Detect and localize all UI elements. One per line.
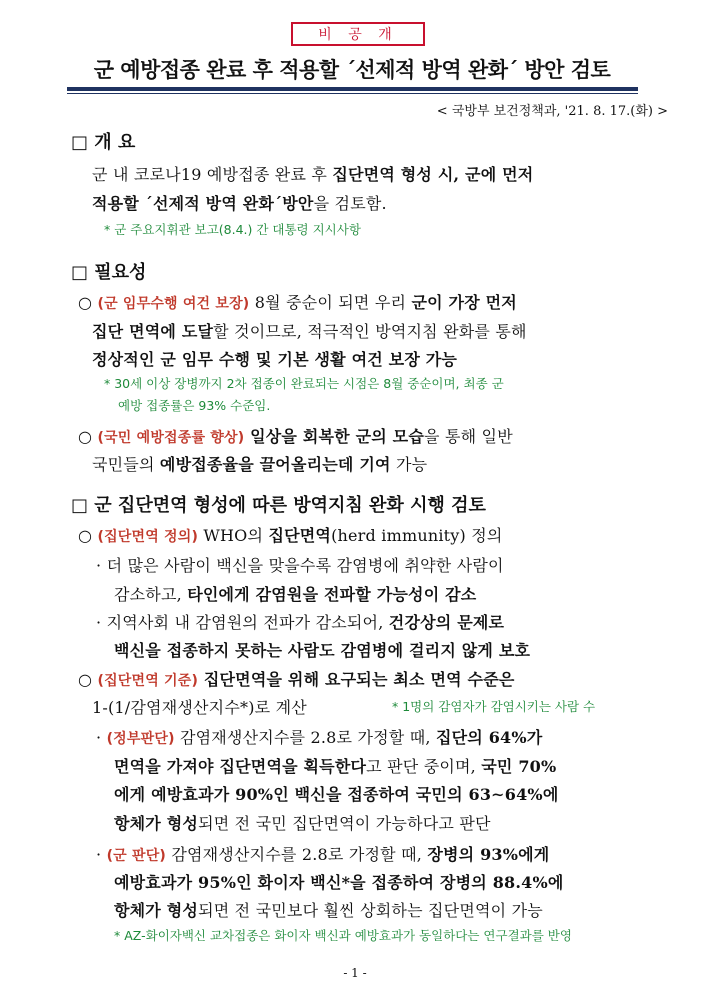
- text-bold: 장병의 93%에게: [427, 845, 550, 864]
- bracket-label: (정부판단): [106, 731, 175, 747]
- text: 군 내 코로나19 예방접종 완료 후: [92, 165, 333, 184]
- text-bold: 항체가 형성: [114, 901, 199, 920]
- text-bold: 집단면역 형성 시, 군에 먼저: [332, 165, 534, 184]
- herd-standard-line-2: 1-(1/감염재생산지수*)로 계산: [92, 698, 307, 717]
- government-judgment-line-4: [114, 811, 491, 834]
- necessity-item-2-line-1: [78, 424, 513, 447]
- text-bold: 집단면역을 위해 요구되는 최소 면역 수준은: [198, 670, 515, 689]
- department-date: < 국방부 보건정책과, '21. 8. 17.(화) >: [436, 104, 668, 119]
- text-bold: 집단의 64%가: [435, 728, 543, 747]
- text-bold: 집단 면역에 도달: [92, 322, 214, 341]
- circle-bullet: ○: [78, 526, 93, 545]
- military-judgment-line-3: [114, 898, 543, 921]
- text: 감염재생산지수를 2.8로 가정할 때,: [166, 845, 428, 864]
- overview-line-1: [92, 162, 533, 185]
- text-bold: 군이 가장 먼저: [411, 293, 517, 312]
- dot-bullet: ·: [96, 845, 107, 864]
- bracket-label: (집단면역 기준): [97, 673, 199, 689]
- text: WHO의: [198, 526, 269, 545]
- military-judgment-note: * AZ-화이자백신 교차접종은 화이자 백신과 예방효과가 동일하다는 연구결과를 반영: [114, 928, 572, 943]
- government-judgment-line-3: 에게 예방효과가 90%인 백신을 접종하여 국민의 63∼64%에: [114, 785, 559, 804]
- text-bold: 예방접종율을 끌어올리는데 기여: [159, 455, 391, 474]
- text: 되면 전 국민보다 훨씬 상회하는 집단면역이 가능: [198, 901, 543, 920]
- text-bold: 항체가 형성: [114, 814, 199, 833]
- bracket-label: (군 임무수행 여건 보장): [97, 296, 250, 312]
- government-judgment-line-1: [96, 725, 542, 748]
- circle-bullet: ○: [78, 293, 93, 312]
- text: · 지역사회 내 감염원의 전파가 감소되어,: [96, 613, 389, 632]
- dot-bullet: ·: [96, 728, 107, 747]
- confidential-stamp: 비 공 개: [291, 22, 425, 46]
- herd-standard-line-1: [78, 667, 515, 690]
- text: 을 검토함.: [313, 194, 387, 213]
- text: 감염재생산지수를 2.8로 가정할 때,: [174, 728, 436, 747]
- bracket-label: (집단면역 정의): [97, 529, 199, 545]
- text-bold: 타인에게 감염원을 전파할 가능성이 감소: [187, 585, 477, 604]
- text-bold: 국민 70%: [481, 757, 557, 776]
- military-judgment-line-2: 예방효과가 95%인 화이자 백신*을 접종하여 장병의 88.4%에: [114, 873, 564, 892]
- herd-definition-line: [78, 523, 503, 546]
- text: 할 것이므로, 적극적인 방역지침 완화를 통해: [213, 322, 527, 341]
- necessity-item-1-line-1: [78, 290, 517, 313]
- herd-standard-note: * 1명의 감염자가 감염시키는 사람 수: [392, 699, 596, 714]
- text-bold: 일상을 회복한 군의 모습: [244, 427, 424, 446]
- necessity-item-1-line-2: [92, 319, 527, 342]
- text-bold: 건강상의 문제로: [388, 613, 505, 632]
- necessity-note-line-1: * 30세 이상 장병까지 2차 접종이 완료되는 시점은 8월 중순이며, 최종 군: [104, 376, 504, 391]
- military-judgment-line-1: [96, 842, 549, 865]
- text: 을 통해 일반: [424, 427, 513, 446]
- government-judgment-line-2: [114, 754, 556, 777]
- necessity-item-2-line-2: [92, 452, 427, 475]
- definition-dot-2-line-2: 백신을 접종하지 못하는 사람도 감염병에 걸리지 않게 보호: [114, 641, 531, 660]
- title-rule-thin: [67, 93, 638, 94]
- section-herd-immunity-heading: □ 군 집단면역 형성에 따른 방역지침 완화 시행 검토: [71, 495, 486, 516]
- definition-dot-2-line-1: [96, 610, 504, 633]
- overview-note: * 군 주요지휘관 보고(8.4.) 간 대통령 지시사항: [104, 222, 361, 237]
- text-bold: 집단면역: [268, 526, 332, 545]
- section-overview-heading: □ 개 요: [71, 132, 136, 153]
- text: 가능: [390, 455, 428, 474]
- circle-bullet: ○: [78, 427, 93, 446]
- section-necessity-heading: □ 필요성: [71, 262, 147, 283]
- text: 고 판단 중이며,: [366, 757, 482, 776]
- text: 국민들의: [92, 455, 160, 474]
- necessity-note-line-2: 예방 접종률은 93% 수준임.: [118, 398, 271, 413]
- circle-bullet: ○: [78, 670, 93, 689]
- definition-dot-1-line-2: [114, 582, 476, 605]
- page-number: - 1 -: [343, 966, 367, 980]
- text: (herd immunity) 정의: [331, 526, 503, 545]
- text: 감소하고,: [114, 585, 188, 604]
- text-bold: 적용할 ´선제적 방역 완화´방안: [92, 194, 314, 213]
- bracket-label: (군 판단): [106, 848, 167, 864]
- text: 8월 중순이 되면 우리: [249, 293, 412, 312]
- text-bold: 면역을 가져야 집단면역을 획득한다: [114, 757, 367, 776]
- title-rule-thick: [67, 87, 638, 91]
- text: 되면 전 국민 집단면역이 가능하다고 판단: [198, 814, 491, 833]
- definition-dot-1-line-1: · 더 많은 사람이 백신을 맞을수록 감염병에 취약한 사람이: [96, 556, 504, 575]
- overview-line-2: [92, 191, 387, 214]
- document-title: 군 예방접종 완료 후 적용할 ´선제적 방역 완화´ 방안 검토: [93, 58, 611, 82]
- necessity-item-1-line-3: 정상적인 군 임무 수행 및 기본 생활 여건 보장 가능: [92, 350, 458, 369]
- bracket-label: (국민 예방접종률 향상): [97, 430, 245, 446]
